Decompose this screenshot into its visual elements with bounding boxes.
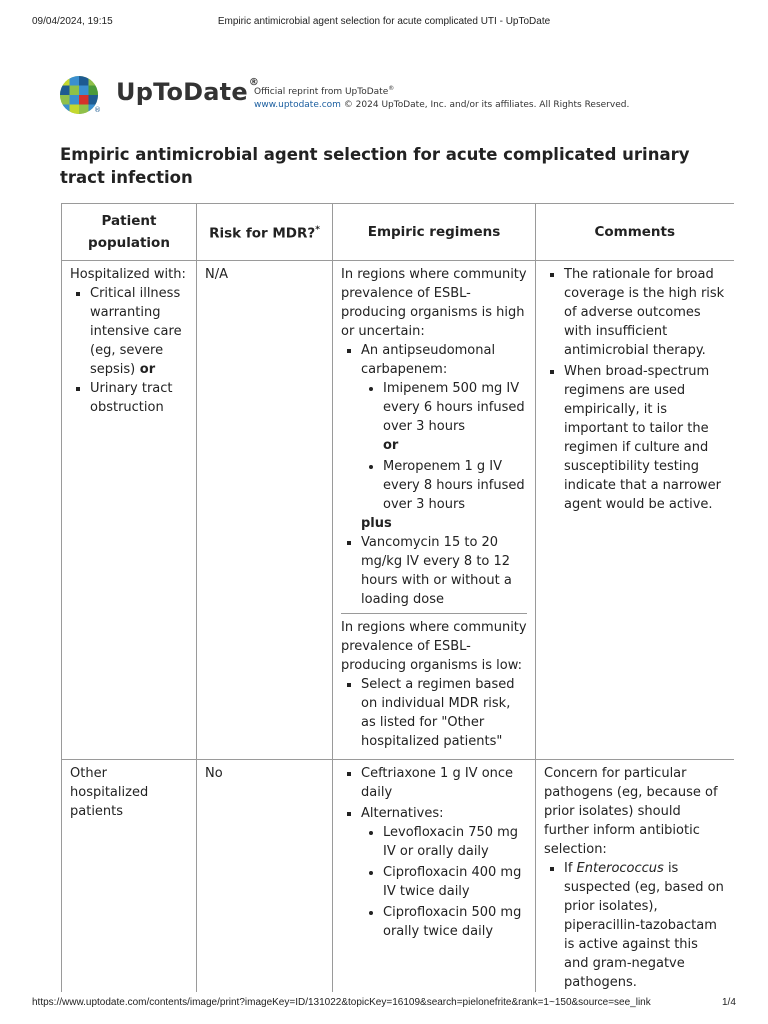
- list-item: ▪ Vancomycin 15 to 20 mg/kg IV every 8 to 12 hours with or without a loading dose: [361, 533, 527, 609]
- population-cell: Other hospitalized patients: [62, 760, 197, 993]
- list-item: ▪ An antipseudomonal carbapenem: • Imipenem 500 mg IV every 6 hours infused over 3 hours or • Meropenem 1 g IV every 8 hours infused over 3 hours plus: [361, 341, 527, 533]
- header-comments: Comments: [536, 204, 734, 261]
- list-item: ▪ Select a regimen based on individual MDR risk, as listed for "Other hospitalized patients": [361, 675, 527, 751]
- list-item: • Levofloxacin 750 mg IV or orally daily: [383, 823, 527, 861]
- regimens-cell: [333, 760, 536, 993]
- document-title: Empiric antimicrobial agent selection for acute complicated urinary tract infection: [60, 145, 690, 187]
- print-page-number: 1/4: [722, 997, 736, 1008]
- regimens-cell: In regions where community prevalence of ESBL-producing organisms is high or uncertain: ▪ An antipseudomonal carbapenem: • Imipenem 500 mg IV every 6 hours infused over 3 hours or • Meropenem 1 g IV every 8 hours infused over 3 hours plus ▪ Vancomycin 15 to 20 mg/kg IV every 8 to 12 hours with or without a loading dose In regions where community prevalence of ESBL-producing organisms is low: ▪ Select a regimen based on individual MDR risk, as listed for "Other hospitalized patients": [333, 261, 536, 760]
- reprint-notice: Official reprint from UpToDate® www.uptodate.com © 2024 UpToDate, Inc. and/or its affiliates. All Rights Reserved.: [254, 85, 630, 110]
- list-item: ▪ Ceftriaxone 1 g IV once daily: [361, 764, 527, 802]
- table-row: [62, 261, 734, 760]
- comments-cell: [536, 261, 734, 760]
- population-cell: Hospitalized with: ▪ Critical illness warranting intensive care (eg, severe sepsis) or ▪ Urinary tract obstruction: [62, 261, 197, 760]
- table-header-row: [62, 204, 734, 261]
- brand-name: UpToDate®: [116, 77, 260, 106]
- logo-registered-mark: ®: [94, 106, 101, 114]
- header-patient-population: Patient population: [62, 204, 197, 261]
- list-item: ▪ When broad-spectrum regimens are used empirically, it is important to tailor the regimen if culture and susceptibility testing indicate that a narrower agent would be active.: [564, 362, 726, 514]
- comments-cell: Concern for particular pathogens (eg, because of prior isolates) should further inform antibiotic selection: ▪ If Enterococcus is suspected (eg, based on prior isolates), piperacillin-tazobactam is active against this and gram-negatve pathogens.: [536, 760, 734, 993]
- header-empiric-regimens: Empiric regimens: [333, 204, 536, 261]
- regimen-table: [61, 203, 734, 992]
- list-item: • Imipenem 500 mg IV every 6 hours infused over 3 hours or: [383, 379, 527, 455]
- table-row: [62, 760, 734, 993]
- risk-cell: No: [197, 760, 333, 993]
- divider: [341, 613, 527, 614]
- list-item: ▪ Critical illness warranting intensive care (eg, severe sepsis) or: [90, 284, 188, 379]
- header-risk-for-mdr: Risk for MDR?*: [197, 204, 333, 261]
- list-item: • Ciprofloxacin 400 mg IV twice daily: [383, 863, 527, 901]
- print-page-title: Empiric antimicrobial agent selection for acute complicated UTI - UpToDate: [217, 16, 551, 27]
- list-item: ▪ Urinary tract obstruction: [90, 379, 188, 417]
- print-datetime: 09/04/2024, 19:15: [32, 16, 113, 27]
- print-url: https://www.uptodate.com/contents/image/print?imageKey=ID/131022&topicKey=16109&search=pielonefrite&rank=1~150&source=see_link: [32, 997, 651, 1008]
- list-item: ▪ The rationale for broad coverage is the high risk of adverse outcomes with insufficient antimicrobial therapy.: [564, 265, 726, 360]
- uptodate-link[interactable]: www.uptodate.com: [254, 100, 341, 110]
- list-item: • Meropenem 1 g IV every 8 hours infused over 3 hours: [383, 457, 527, 514]
- list-item: ▪ If Enterococcus is suspected (eg, based on prior isolates), piperacillin-tazobactam is active against this and gram-negatve pathogens.: [564, 859, 726, 992]
- list-item: • Ciprofloxacin 500 mg orally twice daily: [383, 903, 527, 941]
- list-item: ▪ Alternatives: • Levofloxacin 750 mg IV or orally daily • Ciprofloxacin 400 mg IV twice daily • Ciprofloxacin 500 mg orally twice daily: [361, 804, 527, 941]
- risk-cell: N/A: [197, 261, 333, 760]
- uptodate-logo-icon: [60, 76, 98, 114]
